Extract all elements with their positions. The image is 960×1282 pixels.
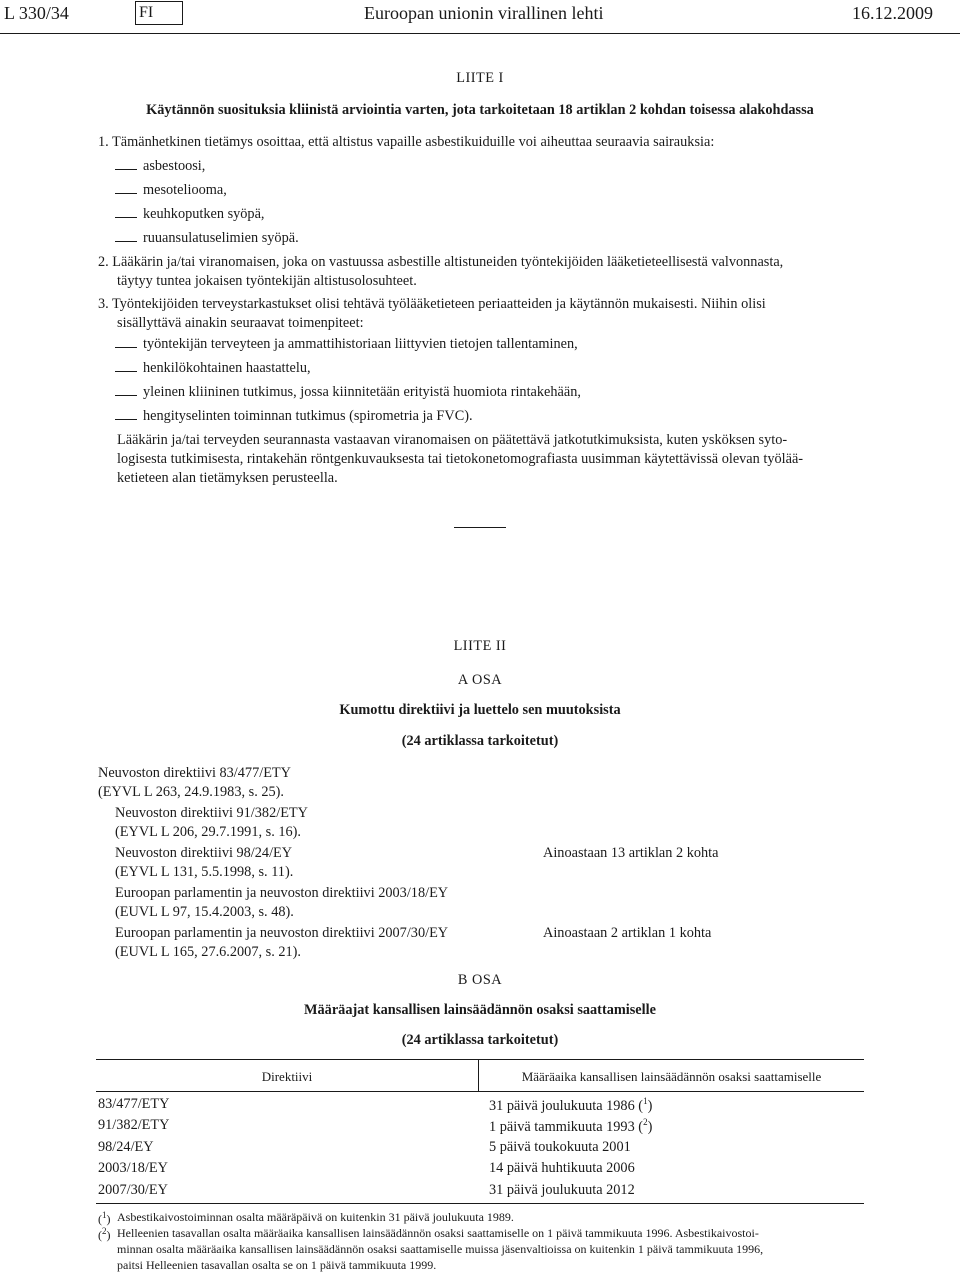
table-cell-directive: 2003/18/EY xyxy=(98,1160,168,1176)
footnote-2-text: Helleenien tasavallan osalta määräaika kansallisen lainsäädännön osaksi saattamiselle on 1 päivä tammikuuta 1996. Asbestikaivostoi- xyxy=(117,1226,759,1240)
dash-bullet xyxy=(115,193,137,194)
part-a-heading: Kumottu direktiivi ja luettelo sen muutoksista xyxy=(339,702,621,718)
amending-directive: Neuvoston direktiivi 91/382/ETY xyxy=(115,805,308,821)
part-b-subheading: (24 artiklassa tarkoitetut) xyxy=(401,1032,559,1048)
annex-i-subtitle: Käytännön suosituksia kliinistä arviointia varten, jota tarkoitetaan 18 artiklan 2 kohdan toisessa alakohdassa xyxy=(146,102,814,118)
language-code: FI xyxy=(135,1,183,25)
paragraph-3-line: sisällyttävä ainakin seuraavat toimenpiteet: xyxy=(117,315,364,331)
footnote-2-text: paitsi Helleenien tasavallan osalta se on 1 päivä tammikuuta 1999. xyxy=(117,1258,437,1272)
part-b-heading: Määräajat kansallisen lainsäädännön osaksi saattamiselle xyxy=(304,1002,656,1018)
directive-reference: (EUVL L 165, 27.6.2007, s. 21). xyxy=(115,944,301,960)
table-cell-directive: 2007/30/EY xyxy=(98,1182,168,1198)
amending-directive: Euroopan parlamentin ja neuvoston direktiivi 2007/30/EY xyxy=(115,925,449,941)
disease-item: mesoteliooma, xyxy=(143,182,227,198)
dash-bullet xyxy=(115,419,137,420)
repealed-directive: Neuvoston direktiivi 83/477/ETY xyxy=(98,765,291,781)
paragraph-2-line: täytyy tuntea jokaisen työntekijän altistusolosuhteet. xyxy=(117,273,417,289)
table-cell-deadline: 31 päivä joulukuuta 1986 ($^1$) xyxy=(489,1096,653,1114)
footnote-1-text: Asbestikaivostoiminnan osalta määräpäivä on kuitenkin 31 päivä joulukuuta 1989. xyxy=(117,1210,514,1224)
paragraph-4-line: ketieteen alan tietämyksen perusteella. xyxy=(117,470,338,486)
table-cell-directive: 83/477/ETY xyxy=(98,1096,170,1112)
publication-date: 16.12.2009 xyxy=(852,3,933,23)
disease-item: asbestoosi, xyxy=(143,158,206,174)
footnote-2: ($^2$) xyxy=(98,1226,111,1242)
section-separator xyxy=(454,527,506,528)
table-bottom-rule xyxy=(96,1203,864,1204)
journal-title: Euroopan unionin virallinen lehti xyxy=(364,3,604,23)
table-cell-deadline: 31 päivä joulukuuta 2012 xyxy=(489,1182,635,1198)
annex-ii-title: LIITE II xyxy=(453,638,507,654)
footnote-2-text: minnan osalta määräaika kansallisen lainsäädännön osaksi saattamiselle muissa jäsenvaltioissa on kuitenkin 1 päivä tammikuuta 1996, xyxy=(117,1242,764,1256)
measure-item: henkilökohtainen haastattelu, xyxy=(143,360,311,376)
dash-bullet xyxy=(115,169,137,170)
annex-i-title: LIITE I xyxy=(456,70,504,86)
paragraph-4-line: logisesta tutkimisesta, rintakehän röntgenkuvauksesta tai tietokonetomografiasta uusimman käytettävissä olevan työlää- xyxy=(117,451,804,467)
part-b-label: B OSA xyxy=(457,972,503,988)
part-a-label: A OSA xyxy=(457,672,503,688)
measure-item: hengityselinten toiminnan tutkimus (spirometria ja FVC). xyxy=(143,408,473,424)
dash-bullet xyxy=(115,395,137,396)
paragraph-4-line: Lääkärin ja/tai terveyden seurannasta vastaavan viranomaisen on päätettävä jatkotutkimuksista, kuten ysköksen syto- xyxy=(117,432,788,448)
directive-reference: (EYVL L 263, 24.9.1983, s. 25). xyxy=(98,784,284,800)
amending-directive: Euroopan parlamentin ja neuvoston direktiivi 2003/18/EY xyxy=(115,885,449,901)
table-header-directive: Direktiivi xyxy=(261,1069,313,1084)
paragraph-2-line: 2. Lääkärin ja/tai viranomaisen, joka on vastuussa asbestille altistuneiden työntekijöiden lääketieteellisestä valvonnasta, xyxy=(98,254,784,270)
directive-reference: (EUVL L 97, 15.4.2003, s. 48). xyxy=(115,904,294,920)
table-cell-directive: 91/382/ETY xyxy=(98,1117,170,1133)
header-rule xyxy=(0,33,960,34)
amendment-note: Ainoastaan 2 artiklan 1 kohta xyxy=(543,925,712,941)
disease-item: keuhkoputken syöpä, xyxy=(143,206,265,222)
table-cell-deadline: 1 päivä tammikuuta 1993 ($^2$) xyxy=(489,1117,653,1135)
directive-reference: (EYVL L 131, 5.5.1998, s. 11). xyxy=(115,864,294,880)
part-a-subheading: (24 artiklassa tarkoitetut) xyxy=(401,733,559,749)
dash-bullet xyxy=(115,371,137,372)
dash-bullet xyxy=(115,217,137,218)
table-cell-deadline: 5 päivä toukokuuta 2001 xyxy=(489,1139,631,1155)
table-top-rule xyxy=(96,1059,864,1060)
disease-item: ruuansulatuselimien syöpä. xyxy=(143,230,299,246)
paragraph-1: 1. Tämänhetkinen tietämys osoittaa, että altistus vapaille asbestikuiduille voi aiheuttaa seuraavia sairauksia: xyxy=(98,134,715,150)
amendment-note: Ainoastaan 13 artiklan 2 kohta xyxy=(543,845,719,861)
dash-bullet xyxy=(115,347,137,348)
measure-item: yleinen kliininen tutkimus, jossa kiinnitetään erityistä huomiota rintakehään, xyxy=(143,384,581,400)
amending-directive: Neuvoston direktiivi 98/24/EY xyxy=(115,845,293,861)
measure-item: työntekijän terveyteen ja ammattihistoriaan liittyvien tietojen tallentaminen, xyxy=(143,336,578,352)
table-cell-deadline: 14 päivä huhtikuuta 2006 xyxy=(489,1160,635,1176)
dash-bullet xyxy=(115,241,137,242)
page-reference: L 330/34 xyxy=(4,3,69,23)
paragraph-3-line: 3. Työntekijöiden terveystarkastukset olisi tehtävä työlääketieteen periaatteiden ja käytännön mukaisesti. Niihin olisi xyxy=(98,296,766,312)
table-header-rule xyxy=(96,1091,864,1092)
footnote-1: ($^1$) xyxy=(98,1210,111,1226)
table-header-deadline: Määräaika kansallisen lainsäädännön osaksi saattamiselle xyxy=(521,1069,822,1084)
directive-reference: (EYVL L 206, 29.7.1991, s. 16). xyxy=(115,824,301,840)
table-cell-directive: 98/24/EY xyxy=(98,1139,154,1155)
